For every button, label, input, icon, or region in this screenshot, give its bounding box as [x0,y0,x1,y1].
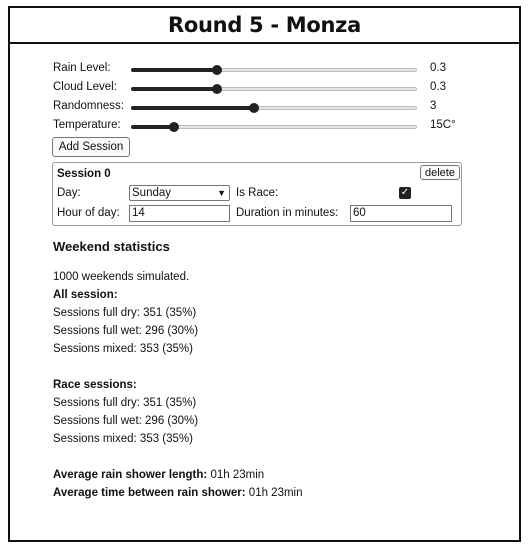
all-wet-stat: Sessions full wet: 296 (30%) [53,325,199,337]
all-session-heading: All session: [53,289,118,301]
day-label: Day: [57,187,81,199]
race-wet-stat: Sessions full wet: 296 (30%) [53,415,199,427]
cloud-level-fill [131,87,217,91]
cloud-level-thumb[interactable] [212,84,222,94]
add-session-button[interactable]: Add Session [52,137,130,157]
rain-level-label: Rain Level: [53,62,111,74]
rain-level-value: 0.3 [430,62,446,74]
app-frame [8,6,521,542]
day-select-value: Sunday [132,187,172,199]
is-race-label: Is Race: [236,187,279,199]
temperature-thumb[interactable] [169,122,179,132]
all-dry-stat: Sessions full dry: 351 (35%) [53,307,197,319]
rain-level-fill [131,68,217,72]
race-mixed-stat: Sessions mixed: 353 (35%) [53,433,193,445]
temperature-fill [131,125,174,129]
is-race-checkbox[interactable] [399,187,411,199]
avg-time-between-showers [53,487,303,499]
temperature-row [53,118,473,134]
delete-session-button[interactable]: delete [420,165,460,180]
checkmark-icon: ✓ [400,187,410,198]
day-select[interactable] [129,185,230,201]
hour-label: Hour of day: [57,207,120,219]
avg-time-between-value: 01h 23min [248,487,303,499]
page-title: Round 5 - Monza [168,13,361,37]
race-dry-stat: Sessions full dry: 351 (35%) [53,397,197,409]
avg-shower-length-value: 01h 23min [210,469,265,481]
rain-level-row [53,61,473,77]
all-mixed-stat: Sessions mixed: 353 (35%) [53,343,193,355]
randomness-row [53,99,473,115]
race-sessions-heading: Race sessions: [53,379,137,391]
rain-level-thumb[interactable] [212,65,222,75]
avg-shower-length-label: Average rain shower length: [53,469,208,481]
cloud-level-label: Cloud Level: [53,81,117,93]
randomness-value: 3 [430,100,437,112]
session-title: Session 0 [57,168,111,180]
cloud-level-value: 0.3 [430,81,446,93]
temperature-label: Temperature: [53,119,121,131]
avg-shower-length [53,469,264,481]
chevron-down-icon: ▼ [217,188,226,198]
randomness-label: Randomness: [53,100,124,112]
title-bar [10,8,519,44]
weekend-statistics-heading: Weekend statistics [53,239,170,254]
simulated-count: 1000 weekends simulated. [53,271,190,283]
session-card [52,162,462,226]
avg-time-between-label: Average time between rain shower: [53,487,246,499]
hour-input[interactable]: 14 [129,205,230,222]
randomness-thumb[interactable] [249,103,259,113]
cloud-level-row [53,80,473,96]
randomness-fill [131,106,254,110]
duration-label: Duration in minutes: [236,207,339,219]
temperature-value: 15C° [430,119,456,131]
duration-input[interactable]: 60 [350,205,452,222]
